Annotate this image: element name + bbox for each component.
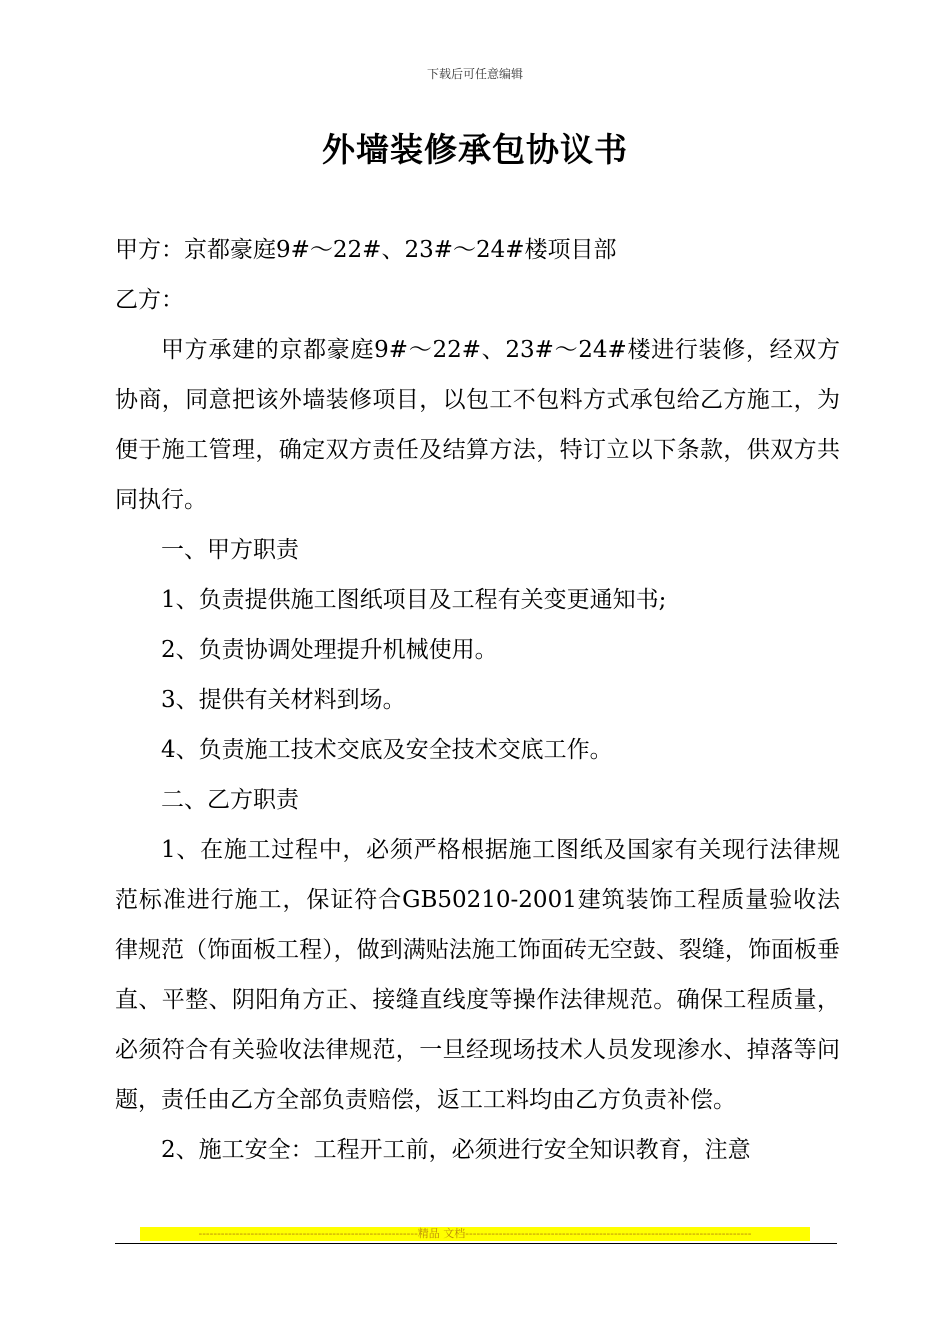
party-a-line: 甲方：京都豪庭9#～22#、23#～24#楼项目部 — [115, 237, 617, 263]
header-note: 下载后可任意编辑 — [426, 67, 523, 81]
clause-b-1: 1、在施工过程中，必须严格根据施工图纸及国家有关现行法律规范标准进行施工，保证符合GB50210-2001建筑装饰工程质量验收法律规范（饰面板工程），做到满贴法施工饰面砖无空鼓、裂缝，饰面板垂直、平整、阴阳角方正、接缝直线度等操作法律规范。确保工程质量，必须符合有关验收法律规范，一旦经现场技术人员发现渗水、掉落等问题，责任由乙方全部负责赔偿，返工工料均由乙方负责补偿。 — [115, 837, 840, 1113]
document-title: 外墙装修承包协议书 — [322, 130, 628, 169]
clause-a-2: 2、负责协调处理提升机械使用。 — [161, 637, 498, 663]
clause-a-3: 3、提供有关材料到场。 — [161, 687, 406, 713]
clause-a-1: 1、负责提供施工图纸项目及工程有关变更通知书; — [161, 587, 667, 613]
intro-paragraph: 甲方承建的京都豪庭9#～22#、23#～24#楼进行装修，经双方协商，同意把该外墙装修项目，以包工不包料方式承包给乙方施工，为便于施工管理，确定双方责任及结算方法，特订立以下条款，供双方共同执行。 — [115, 337, 840, 513]
clause-a-4: 4、负责施工技术交底及安全技术交底工作。 — [161, 737, 613, 763]
footer-watermark: -----------------------------------------------------------精品 文档----------------------------------------------------------------------------- — [140, 1227, 810, 1241]
footer-divider — [115, 1243, 837, 1244]
section-heading-party-b: 二、乙方职责 — [161, 787, 299, 813]
document-body — [115, 225, 840, 1175]
section-heading-party-a: 一、甲方职责 — [161, 537, 299, 563]
clause-b-2: 2、施工安全：工程开工前，必须进行安全知识教育，注意 — [161, 1137, 751, 1163]
party-b-line: 乙方： — [115, 287, 184, 313]
